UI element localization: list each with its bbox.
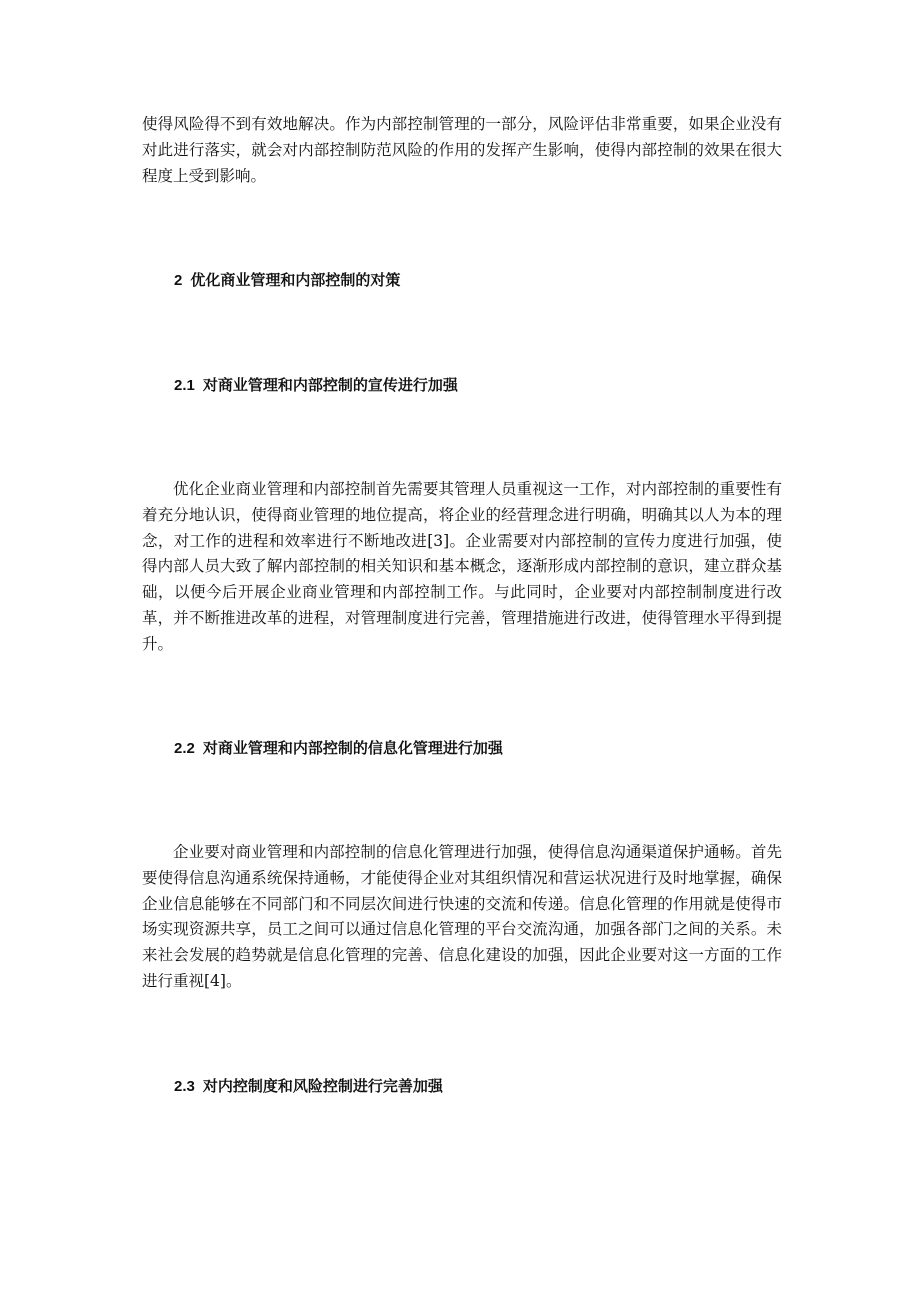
section-2-3-number: 2.3 xyxy=(174,1078,195,1095)
section-2-2-number: 2.2 xyxy=(174,740,195,757)
section-2-1-title: 对商业管理和内部控制的宣传进行加强 xyxy=(202,376,458,394)
section-2-1-paragraph: 优化企业商业管理和内部控制首先需要其管理人员重视这一工作，对内部控制的重要性有着充分地认识，使得商业管理的地位提高，将企业的经营理念进行明确，明确其以人为本的理念，对工作的进程和效率进行不断地改进[3]。企业需要对内部控制的宣传力度进行加强，使得内部人员大致了解内部控制的相关知识和基本概念，逐渐形成内部控制的意识，建立群众基础，以便今后开展企业商业管理和内部控制工作。与此同时，企业要对内部控制制度进行改革，并不断推进改革的进程，对管理制度进行完善，管理措施进行改进，使得管理水平得到提升。 xyxy=(142,480,782,653)
intro-paragraph: 使得风险得不到有效地解决。作为内部控制管理的一部分，风险评估非常重要，如果企业没有对此进行落实，就会对内部控制防范风险的作用的发挥产生影响，使得内部控制的效果在很大程度上受到影响。 xyxy=(142,115,782,185)
section-2-2-title: 对商业管理和内部控制的信息化管理进行加强 xyxy=(202,739,503,757)
section-2-1-number: 2.1 xyxy=(174,377,195,394)
section-2-2-paragraph: 企业要对商业管理和内部控制的信息化管理进行加强，使得信息沟通渠道保护通畅。首先要使得信息沟通系统保持通畅，才能使得企业对其组织情况和营运状况进行及时地掌握，确保企业信息能够在不同部门和不同层次间进行快速的交流和传递。信息化管理的作用就是使得市场实现资源共享，员工之间可以通过信息化管理的平台交流沟通，加强各部门之间的关系。未来社会发展的趋势就是信息化管理的完善、信息化建设的加强，因此企业要对这一方面的工作进行重视[4]。 xyxy=(142,843,782,990)
section-2-heading xyxy=(174,270,400,291)
section-2-3-title: 对内控制度和风险控制进行完善加强 xyxy=(202,1077,443,1095)
section-2-1-heading xyxy=(174,375,458,396)
section-2-3-heading xyxy=(174,1076,443,1097)
section-2-2-heading xyxy=(174,738,503,759)
section-2-title: 优化商业管理和内部控制的对策 xyxy=(190,271,401,289)
section-2-number: 2 xyxy=(174,272,183,289)
